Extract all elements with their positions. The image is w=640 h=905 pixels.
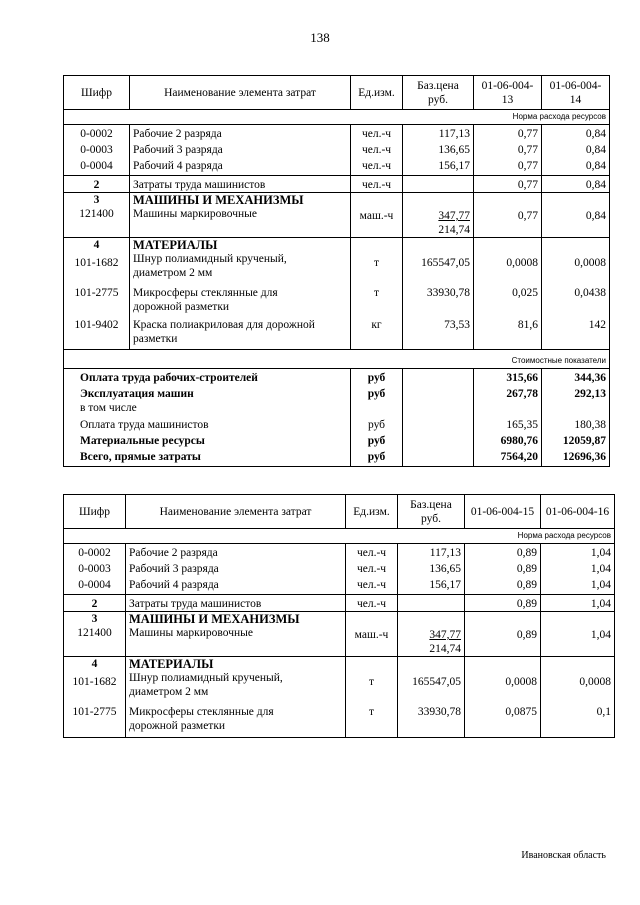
cell-name: Рабочий 3 разряда xyxy=(126,560,346,576)
cell-price: 165547,05 xyxy=(403,252,474,280)
cell-price: 117,13 xyxy=(398,544,465,561)
material-name: Шнур полиамидный крученый, xyxy=(133,253,287,265)
cell-code: 2 xyxy=(64,595,126,612)
cell-name: Машины маркировочные xyxy=(126,626,346,657)
cost-value-1: 315,66 xyxy=(474,369,542,386)
table-row xyxy=(64,671,615,699)
cell-code: 0-0004 xyxy=(64,157,130,176)
norm-label-row xyxy=(64,529,615,544)
cost-label-row xyxy=(64,350,610,369)
cell-value-1: 0,77 xyxy=(474,125,542,142)
cell-value-1: 0,89 xyxy=(465,560,541,576)
cell-name xyxy=(130,252,351,280)
header-name: Наименование элемента затрат xyxy=(130,76,351,110)
header-price: Баз.цена руб. xyxy=(403,76,474,110)
cell-value-2: 0,84 xyxy=(542,157,610,176)
section-title: МАШИНЫ И МЕХАНИЗМЫ xyxy=(130,193,351,208)
section-code: 3 xyxy=(64,612,126,627)
cell-value-2: 0,0008 xyxy=(542,252,610,280)
header-code: Шифр xyxy=(64,495,126,529)
cost-unit: руб xyxy=(351,448,403,467)
cost-row xyxy=(64,415,610,432)
cell-unit: чел.-ч xyxy=(346,576,398,595)
cell-value-1: 0,89 xyxy=(465,595,541,612)
cell-unit: чел.-ч xyxy=(351,157,403,176)
table-header-row xyxy=(64,76,610,110)
cell-name: Рабочий 4 разряда xyxy=(126,576,346,595)
cost-label: Стоимостные показатели xyxy=(474,350,610,369)
cell-code: 121400 xyxy=(64,626,126,657)
header-col1: 01-06-004-15 xyxy=(465,495,541,529)
material-name: Микросферы стеклянные для xyxy=(129,706,274,718)
header-col2: 01-06-004-14 xyxy=(542,76,610,110)
cell-unit: маш.-ч xyxy=(351,207,403,238)
material-name: Краска полиакриловая для дорожной xyxy=(133,319,315,331)
cell-value-2: 0,84 xyxy=(542,125,610,142)
cell-price xyxy=(398,626,465,657)
cell-code: 0-0003 xyxy=(64,141,130,157)
section-title: МАТЕРИАЛЫ xyxy=(130,238,351,253)
cost-value-1: 165,35 xyxy=(474,415,542,432)
cell-name: Затраты труда машинистов xyxy=(130,176,351,193)
cell-unit: маш.-ч xyxy=(346,626,398,657)
cost-value-1: 7564,20 xyxy=(474,448,542,467)
cost-row xyxy=(64,369,610,386)
cost-unit: руб xyxy=(351,385,403,401)
cost-unit: руб xyxy=(351,369,403,386)
cost-name: Оплата труда машинистов xyxy=(64,415,351,432)
cost-row xyxy=(64,385,610,401)
cell-value-2: 1,04 xyxy=(541,595,615,612)
cell-value-2: 1,04 xyxy=(541,560,615,576)
cell-price xyxy=(403,207,474,238)
price-operator: 214,74 xyxy=(429,643,461,655)
cost-unit: руб xyxy=(351,432,403,448)
header-code: Шифр xyxy=(64,76,130,110)
cell-value-2: 1,04 xyxy=(541,544,615,561)
cost-value-2: 12059,87 xyxy=(542,432,610,448)
cell-unit: кг xyxy=(351,314,403,350)
section-row xyxy=(64,612,615,627)
cell-price: 165547,05 xyxy=(398,671,465,699)
cell-code: 2 xyxy=(64,176,130,193)
cell-code: 0-0004 xyxy=(64,576,126,595)
cell-unit: т xyxy=(346,699,398,738)
cell-name xyxy=(126,699,346,738)
cost-row xyxy=(64,432,610,448)
cost-table-2 xyxy=(63,494,615,738)
material-name-cont: диаметром 2 мм xyxy=(133,267,213,279)
section-code: 3 xyxy=(64,193,130,208)
cell-name: Затраты труда машинистов xyxy=(126,595,346,612)
cell-name: Машины маркировочные xyxy=(130,207,351,238)
material-name: Шнур полиамидный крученый, xyxy=(129,672,283,684)
cell-value-1: 0,89 xyxy=(465,576,541,595)
table-row xyxy=(64,314,610,350)
price-machine: 347,77 xyxy=(429,629,461,641)
cell-code: 101-2775 xyxy=(64,699,126,738)
cell-unit: т xyxy=(351,280,403,314)
cell-name xyxy=(126,671,346,699)
cell-value-1: 0,89 xyxy=(465,544,541,561)
table-row xyxy=(64,125,610,142)
cell-value-1: 0,77 xyxy=(474,141,542,157)
cell-value-1: 0,025 xyxy=(474,280,542,314)
norm-label: Норма расхода ресурсов xyxy=(474,110,610,125)
cell-value-1: 0,77 xyxy=(474,207,542,238)
cell-name: Рабочий 4 разряда xyxy=(130,157,351,176)
cost-name: Оплата труда рабочих-строителей xyxy=(64,369,351,386)
cell-value-2: 0,84 xyxy=(542,141,610,157)
cost-value-2: 12696,36 xyxy=(542,448,610,467)
header-col1: 01-06-004-13 xyxy=(474,76,542,110)
footer-region: Ивановская область xyxy=(521,850,606,861)
table-header-row xyxy=(64,495,615,529)
price-operator: 214,74 xyxy=(438,224,470,236)
cost-value-1: 6980,76 xyxy=(474,432,542,448)
section-title: МАШИНЫ И МЕХАНИЗМЫ xyxy=(126,612,346,627)
cell-code: 101-2775 xyxy=(64,280,130,314)
cell-unit: т xyxy=(351,252,403,280)
section-row xyxy=(64,657,615,672)
cost-name: в том числе xyxy=(64,401,351,415)
cell-code: 0-0002 xyxy=(64,125,130,142)
table-row xyxy=(64,141,610,157)
header-price: Баз.цена руб. xyxy=(398,495,465,529)
cell-unit: чел.-ч xyxy=(346,560,398,576)
material-name-cont: разметки xyxy=(133,333,178,345)
cell-value-1: 0,77 xyxy=(474,176,542,193)
table-row xyxy=(64,576,615,595)
section-row xyxy=(64,238,610,253)
cell-code: 101-9402 xyxy=(64,314,130,350)
material-name-cont: дорожной разметки xyxy=(133,301,230,313)
cell-unit: чел.-ч xyxy=(351,125,403,142)
page-number: 138 xyxy=(310,30,330,45)
cell-code: 121400 xyxy=(64,207,130,238)
cell-value-1: 0,0008 xyxy=(474,252,542,280)
section-row xyxy=(64,193,610,208)
cost-row xyxy=(64,448,610,467)
cell-value-2: 142 xyxy=(542,314,610,350)
cell-value-2: 1,04 xyxy=(541,576,615,595)
norm-label-row xyxy=(64,110,610,125)
cell-unit: чел.-ч xyxy=(346,595,398,612)
cell-unit: чел.-ч xyxy=(346,544,398,561)
cost-unit: руб xyxy=(351,415,403,432)
cell-code: 101-1682 xyxy=(64,671,126,699)
cell-value-1: 0,77 xyxy=(474,157,542,176)
cell-name xyxy=(130,280,351,314)
cell-value-2: 0,0438 xyxy=(542,280,610,314)
cell-name: Рабочие 2 разряда xyxy=(130,125,351,142)
header-name: Наименование элемента затрат xyxy=(126,495,346,529)
cell-code: 0-0003 xyxy=(64,560,126,576)
header-col2: 01-06-004-16 xyxy=(541,495,615,529)
cell-price: 156,17 xyxy=(398,576,465,595)
cost-value-1: 267,78 xyxy=(474,385,542,401)
cell-price: 33930,78 xyxy=(403,280,474,314)
table-row xyxy=(64,626,615,657)
cell-value-2: 0,84 xyxy=(542,207,610,238)
table-row xyxy=(64,280,610,314)
cell-value-2: 0,84 xyxy=(542,176,610,193)
cell-name: Рабочие 2 разряда xyxy=(126,544,346,561)
cost-value-2: 344,36 xyxy=(542,369,610,386)
norm-label: Норма расхода ресурсов xyxy=(465,529,615,544)
cell-value-1: 0,0875 xyxy=(465,699,541,738)
cell-unit: чел.-ч xyxy=(351,176,403,193)
header-unit: Ед.изм. xyxy=(346,495,398,529)
table-row xyxy=(64,252,610,280)
cell-value-1: 81,6 xyxy=(474,314,542,350)
cost-value-2: 180,38 xyxy=(542,415,610,432)
cell-value-2: 1,04 xyxy=(541,626,615,657)
cell-price: 156,17 xyxy=(403,157,474,176)
price-machine: 347,77 xyxy=(438,210,470,222)
cost-name: Материальные ресурсы xyxy=(64,432,351,448)
material-name-cont: дорожной разметки xyxy=(129,720,226,732)
table-row xyxy=(64,157,610,176)
cost-table-1 xyxy=(63,75,610,467)
cell-unit: чел.-ч xyxy=(351,141,403,157)
table-row xyxy=(64,595,615,612)
material-name: Микросферы стеклянные для xyxy=(133,287,278,299)
section-title: МАТЕРИАЛЫ xyxy=(126,657,346,672)
cell-value-1: 0,89 xyxy=(465,626,541,657)
cell-price: 73,53 xyxy=(403,314,474,350)
cost-value-2: 292,13 xyxy=(542,385,610,401)
section-code: 4 xyxy=(64,238,130,253)
table-row xyxy=(64,207,610,238)
cell-price: 33930,78 xyxy=(398,699,465,738)
cell-price: 136,65 xyxy=(403,141,474,157)
cell-code: 0-0002 xyxy=(64,544,126,561)
cell-name xyxy=(130,314,351,350)
header-unit: Ед.изм. xyxy=(351,76,403,110)
cost-name: Эксплуатация машин xyxy=(64,385,351,401)
cell-value-2: 0,1 xyxy=(541,699,615,738)
cost-row xyxy=(64,401,610,415)
table-row xyxy=(64,560,615,576)
cost-name: Всего, прямые затраты xyxy=(64,448,351,467)
cell-price: 117,13 xyxy=(403,125,474,142)
material-name-cont: диаметром 2 мм xyxy=(129,686,209,698)
cell-value-1: 0,0008 xyxy=(465,671,541,699)
cell-unit: т xyxy=(346,671,398,699)
table-row xyxy=(64,699,615,738)
table-row xyxy=(64,176,610,193)
cell-code: 101-1682 xyxy=(64,252,130,280)
section-code: 4 xyxy=(64,657,126,672)
cell-value-2: 0,0008 xyxy=(541,671,615,699)
table-row xyxy=(64,544,615,561)
cell-price: 136,65 xyxy=(398,560,465,576)
cell-name: Рабочий 3 разряда xyxy=(130,141,351,157)
